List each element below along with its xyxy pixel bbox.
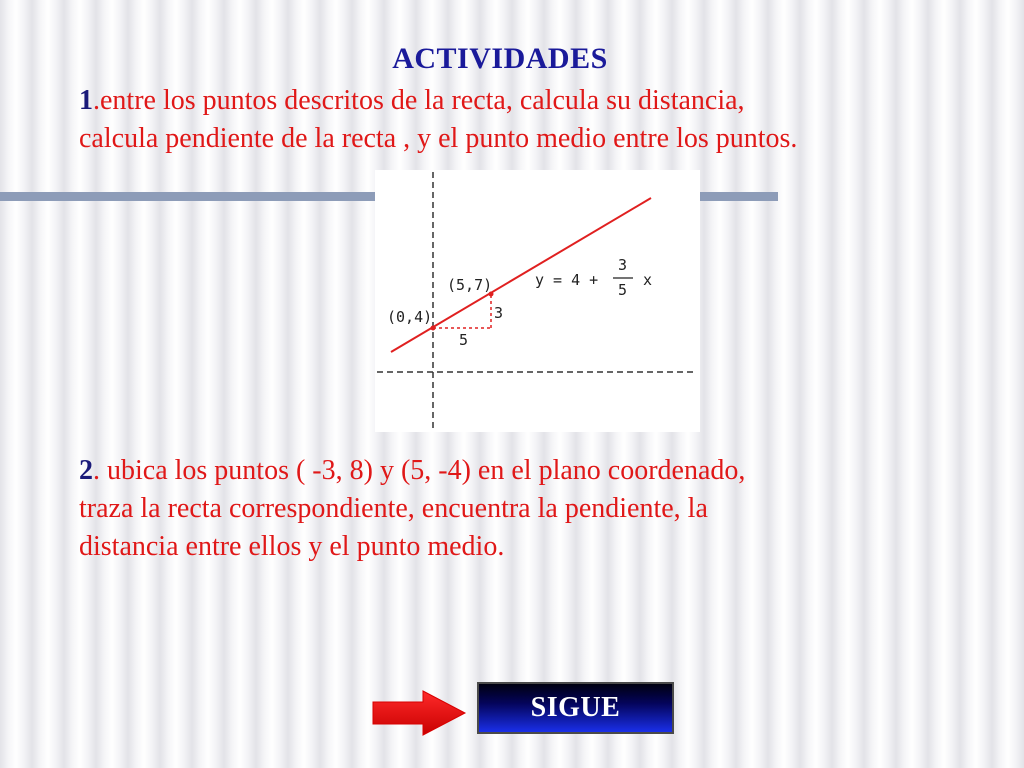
activity-1-line-1-text: .entre los puntos descritos de la recta, calcula su distancia, xyxy=(93,85,745,116)
point-b-label: (5,7) xyxy=(447,276,493,294)
point-a-label: (0,4) xyxy=(387,308,433,326)
fraction-denominator: 5 xyxy=(618,281,628,299)
decorative-bar-right xyxy=(700,192,778,201)
activity-1-line-2: calcula pendiente de la recta , y el punto medio entre los puntos. xyxy=(79,123,798,154)
sigue-button-label: SIGUE xyxy=(530,692,621,723)
equation-lhs: y = 4 + xyxy=(535,271,599,289)
activity-2-line-1 xyxy=(79,452,939,490)
right-arrow-icon[interactable] xyxy=(371,690,467,736)
slope-diagram-svg xyxy=(375,170,700,432)
rise-label: 3 xyxy=(494,304,504,322)
activity-1-text xyxy=(79,82,1009,158)
point-a xyxy=(431,326,436,331)
activity-2-line-1-text: . ubica los puntos ( -3, 8) y (5, -4) en el plano coordenado, xyxy=(93,455,746,486)
graph-line xyxy=(391,198,651,352)
activity-2-line-2: traza la recta correspondiente, encuentra la pendiente, la xyxy=(79,493,708,524)
decorative-bar-left xyxy=(0,192,378,201)
run-label: 5 xyxy=(459,331,469,349)
fraction-numerator: 3 xyxy=(618,256,628,274)
activity-2-line-3: distancia entre ellos y el punto medio. xyxy=(79,531,505,562)
slide-title: ACTIVIDADES xyxy=(392,42,608,75)
activity-2-number: 2 xyxy=(79,455,93,486)
equation-variable: x xyxy=(643,271,653,289)
slope-diagram xyxy=(375,170,700,432)
sigue-button[interactable] xyxy=(477,682,674,734)
activity-1-line-1 xyxy=(79,82,1009,120)
activity-1-number: 1 xyxy=(79,85,93,116)
activity-2-text xyxy=(79,452,939,566)
